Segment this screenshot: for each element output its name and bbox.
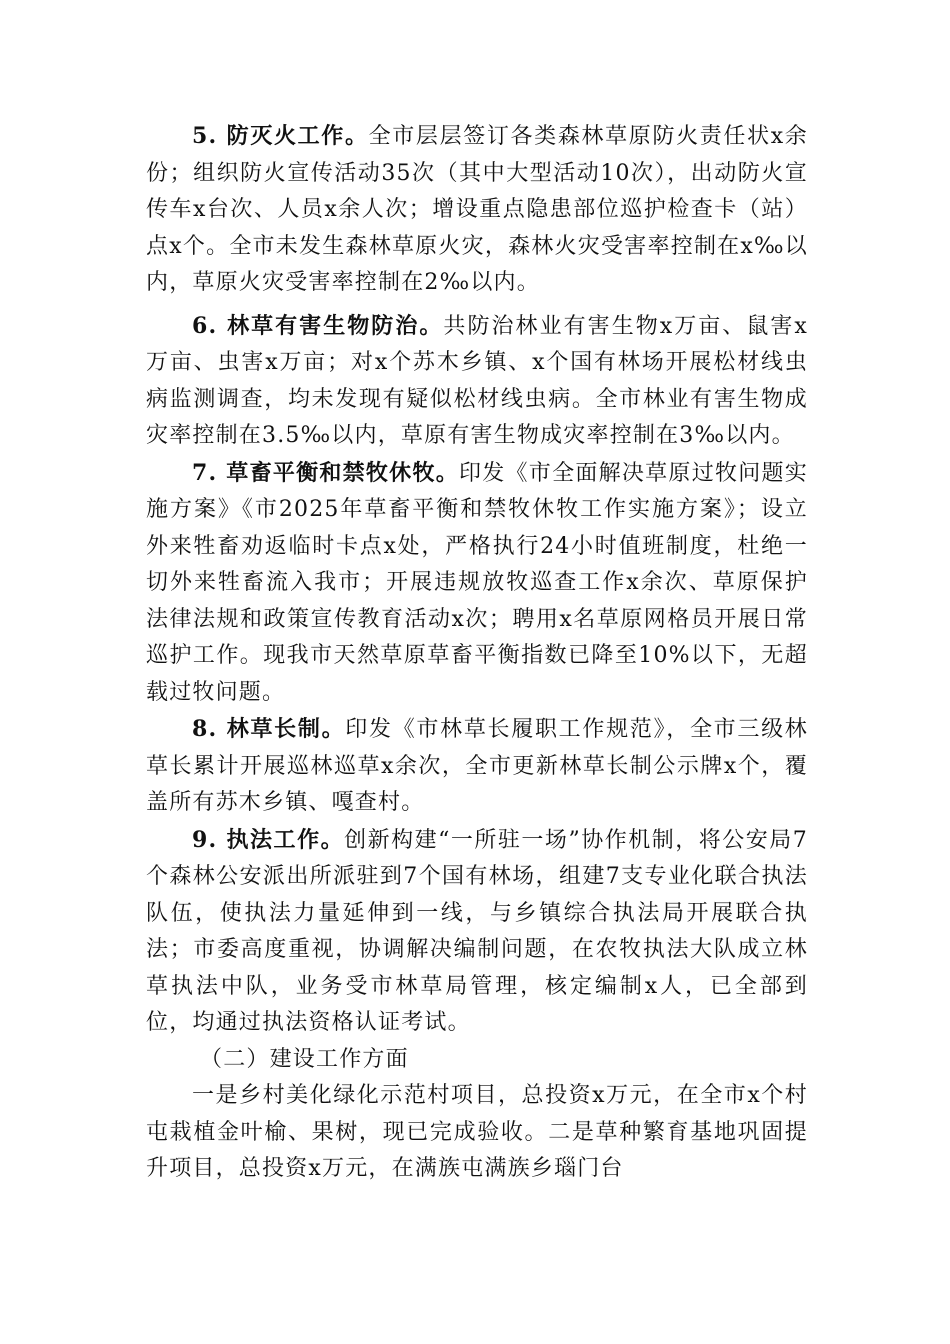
paragraph-body: 印发《市全面解决草原过牧问题实施方案》《市2025年草畜平衡和禁牧休牧工作实施方案》；设立外来牲畜劝返临时卡点x处，严格执行24小时值班制度，杜绝一切外来牲畜流入我市；开展违规放牧巡查工作x余次、草原保护法律法规和政策宣传教育活动x次；聘用x名草原网格员开展日常巡护工作。现我市天然草原草畜平衡指数已降至10%以下，无超载过牧问题。: [146, 460, 808, 705]
paragraph-body: 创新构建“一所驻一场”协作机制，将公安局7个森林公安派出所派驻到7个国有林场，组建7支专业化联合执法队伍，使执法力量延伸到一线，与乡镇综合执法局开展联合执法；市委高度重视，协调解决编制问题，在农牧执法大队成立林草执法中队，业务受市林草局管理，核定编制x人，已全部到位，均通过执法资格认证考试。: [146, 827, 808, 1035]
paragraph-heading: 5. 防灭火工作。: [192, 123, 369, 149]
paragraph-fire-prevention: [146, 118, 808, 302]
paragraph-heading: 9. 执法工作。: [192, 826, 345, 853]
paragraph-heading: 8. 林草长制。: [192, 716, 346, 742]
paragraph-body: 印发《市林草长履职工作规范》，全市三级林草长累计开展巡林巡草x余次，全市更新林草长制公示牌x个，覆盖所有苏木乡镇、嘎查村。: [146, 717, 808, 815]
paragraph-body: 全市层层签订各类森林草原防火责任状x余份；组织防火宣传活动35次（其中大型活动10次），出动防火宣传车x台次、人员x余人次；增设重点隐患部位巡护检查卡（站）点x个。全市未发生森林草原火灾，森林火灾受害率控制在x‰以内，草原火灾受害率控制在2‰以内。: [146, 124, 808, 295]
paragraph-grazing-balance: [146, 455, 808, 712]
paragraph-law-enforcement: [146, 822, 808, 1042]
paragraph-body: 共防治林业有害生物x万亩、鼠害x万亩、虫害x万亩；对x个苏木乡镇、x个国有林场开展松材线虫病监测调查，均未发现有疑似松材线虫病。全市林业有害生物成灾率控制在3.5‰以内，草原有害生物成灾率控制在3‰以内。: [146, 313, 809, 448]
paragraph-heading: 6. 林草有害生物防治。: [192, 312, 444, 339]
section-heading: （二）建设工作方面: [200, 1046, 409, 1072]
paragraph-construction: 一是乡村美化绿化示范村项目，总投资x万元，在全市x个村屯栽植金叶榆、果树，现已完成验收。二是草种繁育基地巩固提升项目，总投资x万元，在满族屯满族乡瑙门台: [146, 1083, 808, 1181]
paragraph-heading: 7. 草畜平衡和禁牧休牧。: [192, 459, 459, 486]
paragraph-pest-control: [146, 308, 808, 455]
paragraph-chief-system: [146, 711, 808, 822]
